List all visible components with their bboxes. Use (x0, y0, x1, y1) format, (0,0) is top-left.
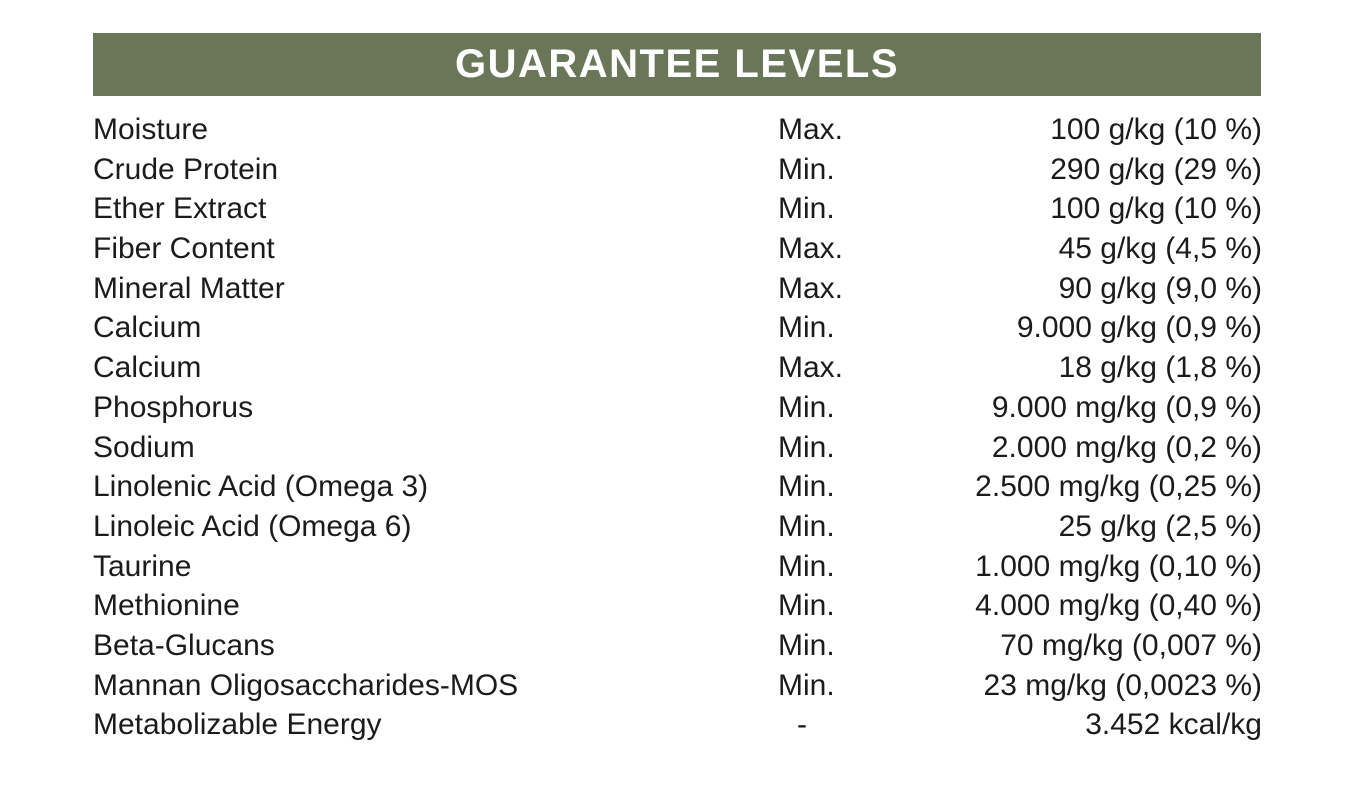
nutrient-value: 45 g/kg (4,5 %) (1058, 232, 1262, 266)
table-row (93, 626, 1262, 666)
limit-type: Min. (778, 589, 835, 623)
section-header-bar (93, 33, 1261, 96)
limit-type: Max. (778, 351, 844, 385)
table-row (93, 308, 1262, 348)
table-row (93, 705, 1262, 745)
nutrient-name: Methionine (93, 589, 240, 623)
table-row (93, 150, 1262, 190)
table-row (93, 269, 1262, 309)
nutrient-name: Calcium (93, 351, 202, 385)
nutrient-value: 3.452 kcal/kg (1085, 708, 1262, 742)
table-row (93, 547, 1262, 587)
nutrient-value: 70 mg/kg (0,007 %) (1000, 628, 1262, 662)
nutrient-name: Taurine (93, 549, 192, 583)
nutrient-value: 4.000 mg/kg (0,40 %) (975, 589, 1262, 623)
limit-type: Max. (778, 113, 844, 146)
nutrient-value: 100 g/kg (10 %) (1050, 192, 1262, 226)
limit-type: Min. (778, 549, 835, 583)
limit-type: Min. (778, 390, 835, 424)
table-row (93, 388, 1262, 428)
table-row (93, 348, 1262, 388)
limit-type: Max. (778, 271, 844, 305)
guarantee-levels-table (93, 110, 1262, 745)
nutrient-name: Mannan Oligosaccharides-MOS (93, 668, 519, 702)
nutrient-value: 25 g/kg (2,5 %) (1058, 509, 1262, 543)
nutrient-value: 1.000 mg/kg (0,10 %) (975, 549, 1262, 583)
nutrient-value: 290 g/kg (29 %) (1050, 152, 1262, 186)
nutrient-name: Beta-Glucans (93, 628, 275, 662)
table-row (93, 666, 1262, 706)
table-row (93, 189, 1262, 229)
nutrient-name: Mineral Matter (93, 271, 285, 305)
table-row (93, 428, 1262, 468)
nutrient-name: Linolenic Acid (Omega 3) (93, 470, 429, 504)
nutrient-name: Calcium (93, 311, 202, 345)
nutrient-name: Sodium (93, 430, 195, 464)
limit-type: Min. (778, 628, 835, 662)
nutrient-name: Crude Protein (93, 152, 279, 186)
table-row (93, 507, 1262, 547)
limit-type: Min. (778, 668, 835, 702)
nutrient-name: Metabolizable Energy (93, 708, 382, 742)
table-row (93, 229, 1262, 269)
table-row (93, 586, 1262, 626)
nutrient-value: 9.000 g/kg (0,9 %) (1016, 311, 1262, 345)
nutrient-value: 18 g/kg (1,8 %) (1058, 351, 1262, 385)
table-row (93, 110, 1262, 150)
limit-type: Min. (778, 152, 835, 186)
limit-type: Min. (778, 311, 835, 345)
nutrient-value: 100 g/kg (10 %) (1050, 113, 1262, 146)
nutrient-name: Fiber Content (93, 232, 275, 266)
limit-type: Min. (778, 470, 835, 504)
nutrient-name: Ether Extract (93, 192, 267, 226)
nutrient-name: Linoleic Acid (Omega 6) (93, 509, 412, 543)
limit-type: Min. (778, 509, 835, 543)
nutrient-name: Phosphorus (93, 390, 254, 424)
nutrient-value: 2.000 mg/kg (0,2 %) (991, 430, 1262, 464)
limit-type: Min. (778, 192, 835, 226)
section-title: GUARANTEE LEVELS (454, 42, 900, 86)
limit-type: Min. (778, 430, 835, 464)
nutrient-value: 90 g/kg (9,0 %) (1058, 271, 1262, 305)
nutrient-name: Moisture (93, 113, 209, 146)
nutrient-value: 2.500 mg/kg (0,25 %) (975, 470, 1262, 504)
limit-type: Max. (778, 232, 844, 266)
nutrient-value: 9.000 mg/kg (0,9 %) (991, 390, 1262, 424)
nutrient-value: 23 mg/kg (0,0023 %) (983, 668, 1262, 702)
limit-type: - (797, 708, 807, 742)
table-row (93, 467, 1262, 507)
